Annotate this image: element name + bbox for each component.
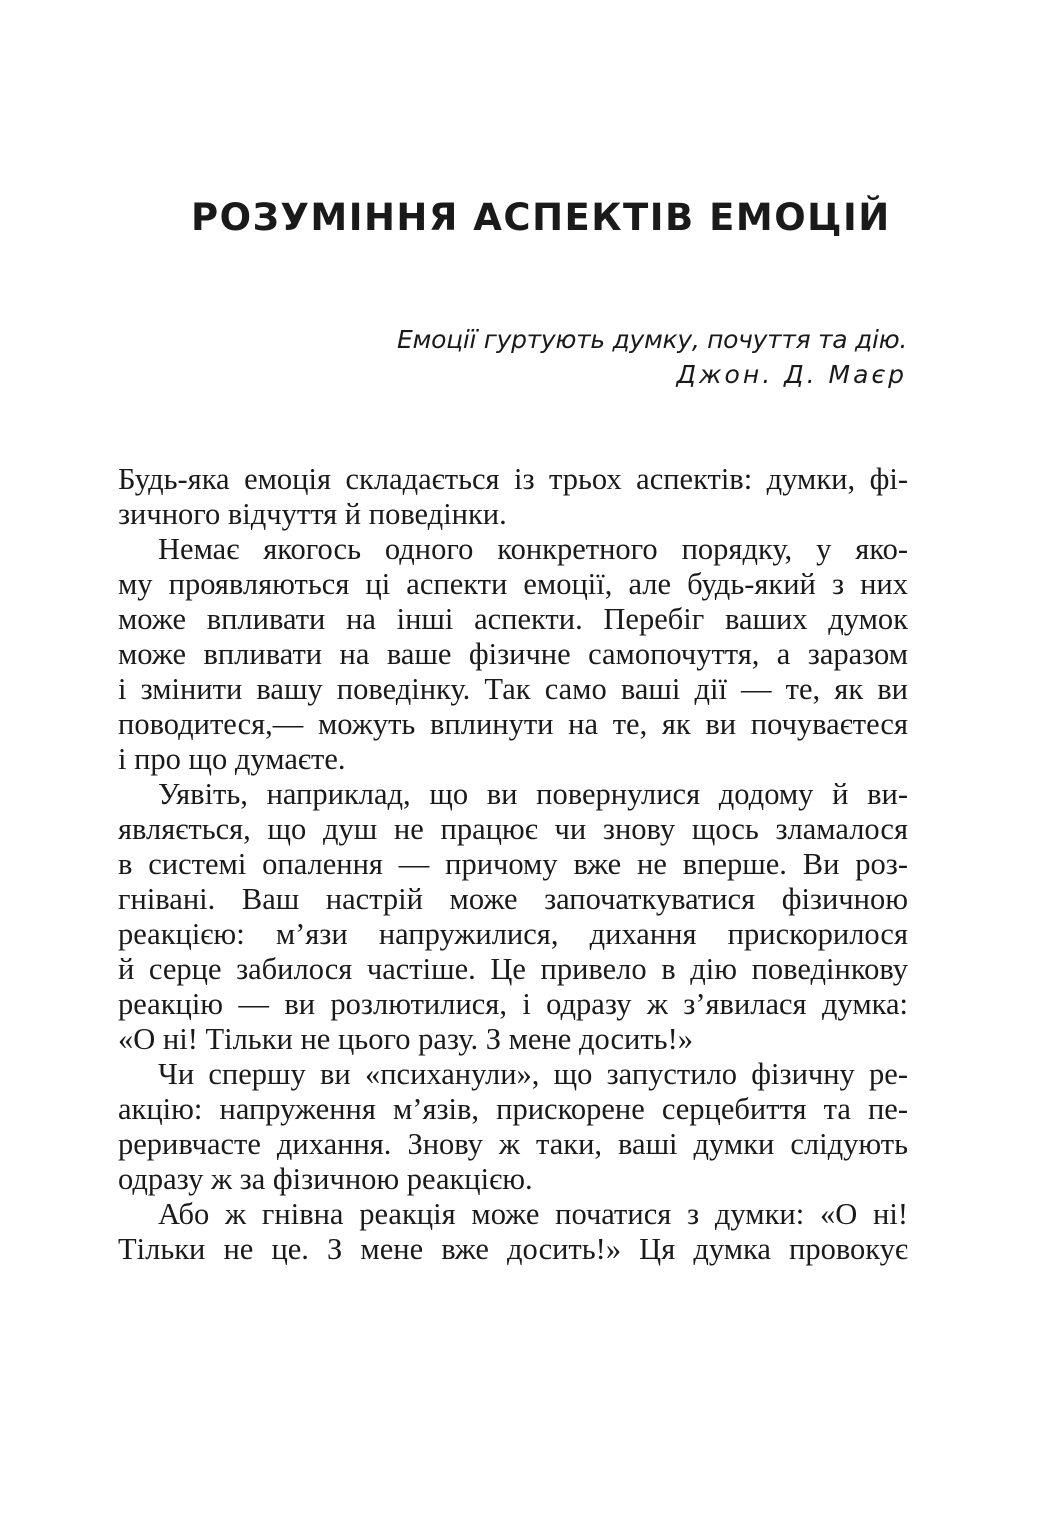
epigraph: [207, 322, 907, 392]
text-line: Немає якогось одного конкретного порядку, у яко-: [158, 532, 908, 566]
text-line: може впливати на ваше фізичне самопочуття, а заразом: [118, 637, 908, 671]
text-line: може впливати на інші аспекти. Перебіг ваших думок: [118, 602, 908, 636]
text-line: поводитеся,— можуть вплинути на те, як ви почуваєтеся: [118, 707, 908, 741]
body-text: [118, 462, 908, 1267]
paragraph-5: [118, 1197, 908, 1267]
text-line: одразу ж за фізичною реакцією.: [118, 1162, 533, 1196]
text-line: му проявляються ці аспекти емоції, але будь-який з них: [118, 567, 908, 601]
text-line: Або ж гнівна реакція може початися з думки: «О ні!: [158, 1197, 908, 1231]
text-line: «О ні! Тільки не цього разу. З мене досить!»: [118, 1022, 693, 1056]
text-line: реакцією: м’язи напружилися, дихання прискорилося: [118, 917, 908, 951]
text-line: в системі опалення — причому вже не вперше. Ви роз-: [118, 847, 908, 881]
text-line: Будь-яка емоція складається із трьох аспектів: думки, фі-: [118, 462, 908, 496]
paragraph-4: [118, 1057, 908, 1197]
paragraph-2: [118, 532, 908, 777]
paragraph-1: [118, 462, 908, 532]
text-line: зичного відчуття й поведінки.: [118, 497, 507, 531]
text-line: акцію: напруження м’язів, прискорене серцебиття та пе-: [118, 1092, 908, 1126]
text-line: реакцію — ви розлютилися, і одразу ж з’явилася думка:: [118, 987, 908, 1021]
text-line: Тільки не це. З мене вже досить!» Ця думка провокує: [118, 1232, 908, 1266]
text-line: реривчасте дихання. Знову ж таки, ваші думки слідують: [118, 1127, 908, 1161]
paragraph-3: [118, 777, 908, 1057]
epigraph-author: Джон. Д. Маєр: [676, 360, 907, 389]
epigraph-quote: Емоції гуртують думку, почуття та дію.: [397, 325, 907, 354]
text-line: являється, що душ не працює чи знову щось зламалося: [118, 812, 908, 846]
text-line: Уявіть, наприклад, що ви повернулися додому й ви-: [158, 777, 908, 811]
text-line: гнівані. Ваш настрій може започаткуватися фізичною: [118, 882, 908, 916]
chapter-title: РОЗУМІННЯ АСПЕКТІВ ЕМОЦІЙ: [191, 196, 891, 239]
text-line: і про що думаєте.: [118, 742, 346, 776]
text-line: і змінити вашу поведінку. Так само ваші дії — те, як ви: [118, 672, 908, 706]
text-line: Чи спершу ви «психанули», що запустило фізичну ре-: [158, 1057, 908, 1091]
text-line: й серце забилося частіше. Це привело в дію поведінкову: [118, 952, 908, 986]
